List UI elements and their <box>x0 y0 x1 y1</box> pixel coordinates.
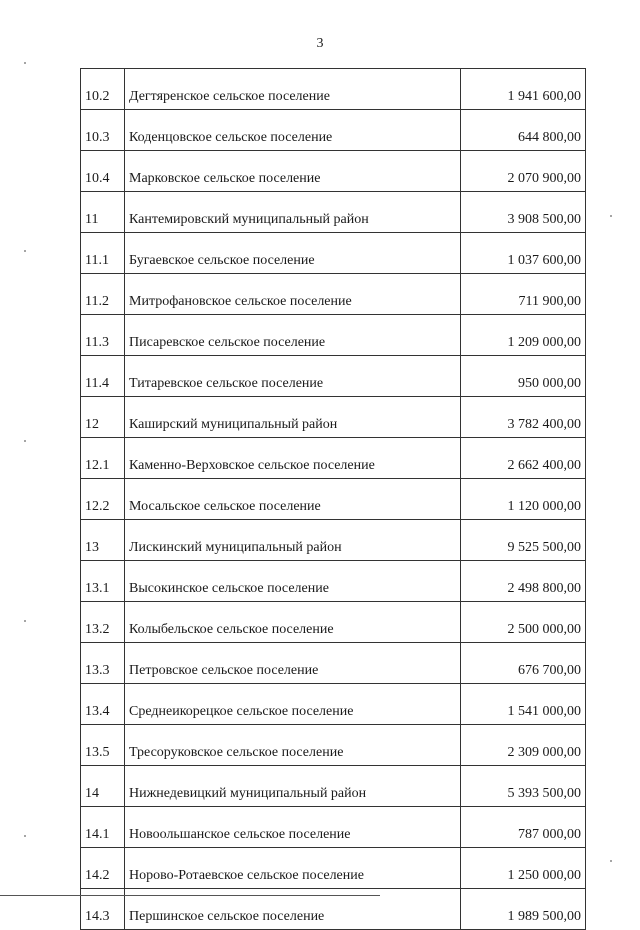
row-name: Дегтяренское сельское поселение <box>125 69 461 110</box>
row-number: 13.2 <box>81 602 125 643</box>
row-number: 11.3 <box>81 315 125 356</box>
table-row <box>81 69 586 110</box>
row-amount: 950 000,00 <box>461 356 586 397</box>
scan-speck <box>610 860 612 862</box>
row-amount: 1 120 000,00 <box>461 479 586 520</box>
table-row <box>81 520 586 561</box>
table-row <box>81 684 586 725</box>
allocation-table <box>80 68 586 930</box>
table-row <box>81 438 586 479</box>
table-row <box>81 725 586 766</box>
row-name: Новоольшанское сельское поселение <box>125 807 461 848</box>
row-name: Нижнедевицкий муниципальный район <box>125 766 461 807</box>
row-name: Каширский муниципальный район <box>125 397 461 438</box>
row-amount: 2 070 900,00 <box>461 151 586 192</box>
page-number: 3 <box>316 36 324 51</box>
table-row <box>81 766 586 807</box>
table-row <box>81 602 586 643</box>
table-row <box>81 192 586 233</box>
row-number: 13.4 <box>81 684 125 725</box>
row-name: Среднеикорецкое сельское поселение <box>125 684 461 725</box>
row-number: 11.4 <box>81 356 125 397</box>
scan-speck <box>24 835 26 837</box>
row-number: 14.1 <box>81 807 125 848</box>
row-number: 14.3 <box>81 889 125 930</box>
row-amount: 1 989 500,00 <box>461 889 586 930</box>
row-number: 11.1 <box>81 233 125 274</box>
row-name: Тресоруковское сельское поселение <box>125 725 461 766</box>
row-number: 11 <box>81 192 125 233</box>
row-number: 12.1 <box>81 438 125 479</box>
row-name: Петровское сельское поселение <box>125 643 461 684</box>
row-number: 12 <box>81 397 125 438</box>
scan-speck <box>24 440 26 442</box>
table-row <box>81 807 586 848</box>
row-amount: 1 037 600,00 <box>461 233 586 274</box>
row-amount: 2 500 000,00 <box>461 602 586 643</box>
row-number: 13 <box>81 520 125 561</box>
table-row <box>81 151 586 192</box>
row-amount: 787 000,00 <box>461 807 586 848</box>
row-number: 13.5 <box>81 725 125 766</box>
row-name: Высокинское сельское поселение <box>125 561 461 602</box>
row-amount: 676 700,00 <box>461 643 586 684</box>
scan-speck <box>24 250 26 252</box>
row-name: Мосальское сельское поселение <box>125 479 461 520</box>
row-number: 13.1 <box>81 561 125 602</box>
row-name: Марковское сельское поселение <box>125 151 461 192</box>
table-row <box>81 848 586 889</box>
row-amount: 2 498 800,00 <box>461 561 586 602</box>
row-amount: 5 393 500,00 <box>461 766 586 807</box>
row-name: Бугаевское сельское поселение <box>125 233 461 274</box>
row-name: Титаревское сельское поселение <box>125 356 461 397</box>
row-number: 10.3 <box>81 110 125 151</box>
row-amount: 2 309 000,00 <box>461 725 586 766</box>
row-name: Каменно-Верховское сельское поселение <box>125 438 461 479</box>
row-amount: 644 800,00 <box>461 110 586 151</box>
row-number: 14 <box>81 766 125 807</box>
table-row <box>81 315 586 356</box>
row-name: Митрофановское сельское поселение <box>125 274 461 315</box>
row-amount: 1 541 000,00 <box>461 684 586 725</box>
table-row <box>81 110 586 151</box>
row-name: Колыбельское сельское поселение <box>125 602 461 643</box>
row-number: 11.2 <box>81 274 125 315</box>
row-name: Писаревское сельское поселение <box>125 315 461 356</box>
row-amount: 1 941 600,00 <box>461 69 586 110</box>
table-body <box>81 69 586 930</box>
table-row <box>81 233 586 274</box>
scan-speck <box>610 215 612 217</box>
scan-speck <box>24 620 26 622</box>
table-row <box>81 561 586 602</box>
table-row <box>81 274 586 315</box>
row-number: 14.2 <box>81 848 125 889</box>
table-row <box>81 479 586 520</box>
row-name: Коденцовское сельское поселение <box>125 110 461 151</box>
row-number: 10.4 <box>81 151 125 192</box>
table-row <box>81 356 586 397</box>
row-number: 13.3 <box>81 643 125 684</box>
row-amount: 711 900,00 <box>461 274 586 315</box>
row-amount: 2 662 400,00 <box>461 438 586 479</box>
row-amount: 3 782 400,00 <box>461 397 586 438</box>
bottom-rule <box>0 895 380 896</box>
row-name: Кантемировский муниципальный район <box>125 192 461 233</box>
scan-speck <box>24 62 26 64</box>
row-name: Першинское сельское поселение <box>125 889 461 930</box>
row-number: 10.2 <box>81 69 125 110</box>
row-name: Лискинский муниципальный район <box>125 520 461 561</box>
row-amount: 3 908 500,00 <box>461 192 586 233</box>
row-number: 12.2 <box>81 479 125 520</box>
row-amount: 1 209 000,00 <box>461 315 586 356</box>
row-amount: 1 250 000,00 <box>461 848 586 889</box>
table-row <box>81 643 586 684</box>
table-row <box>81 397 586 438</box>
row-name: Норово-Ротаевское сельское поселение <box>125 848 461 889</box>
row-amount: 9 525 500,00 <box>461 520 586 561</box>
